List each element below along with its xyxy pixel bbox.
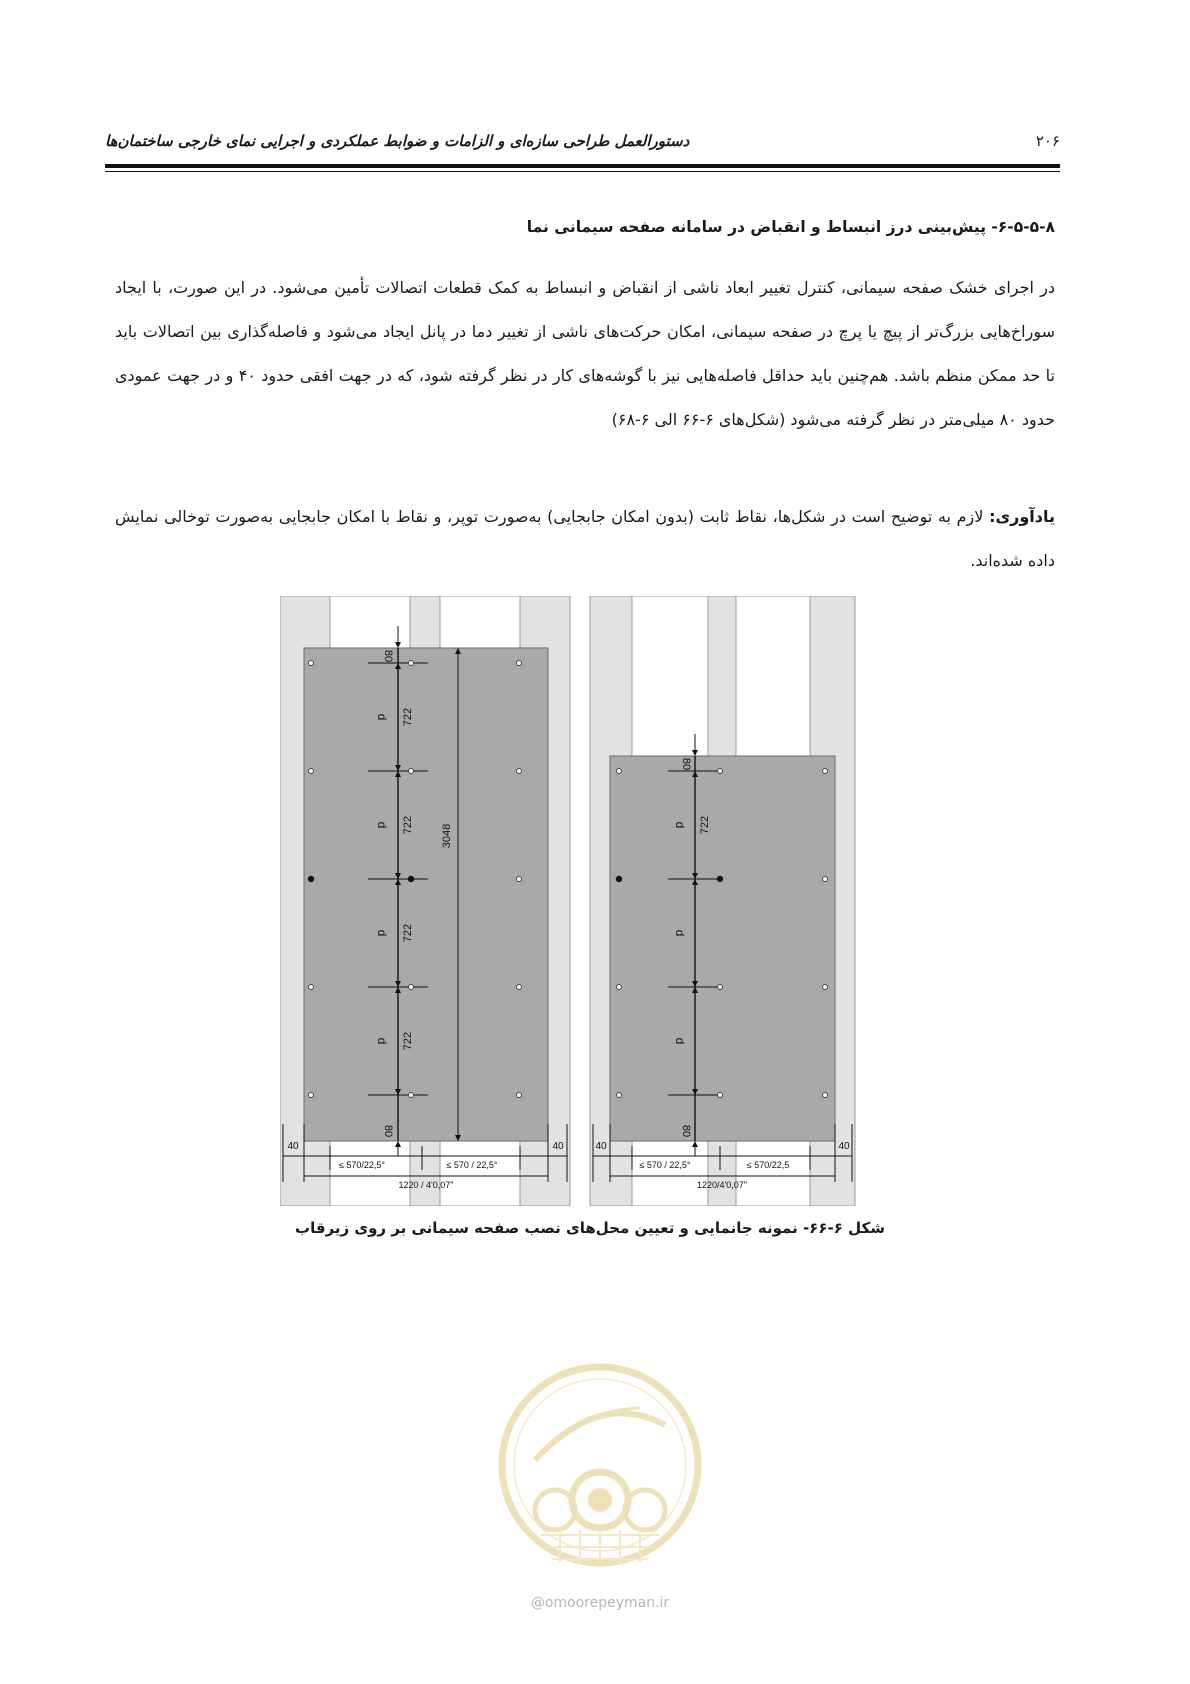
- paragraph-text: در اجرای خشک صفحه سیمانی، کنترل تغییر ابعاد ناشی از انقباض و انبساط به کمک قطعات اتصالات تأمین می‌شود. در این صورت، با ایجاد سوراخ‌هایی بزرگ‌تر از پیچ یا پرچ در صفحه سیمانی، امکان حرکت‌های ناشی از تغییر دما در پانل ایجاد می‌شود و فاصله‌گذاری بین اتصالات باید تا حد ممکن منظم باشد. هم‌چنین باید حداقل فاصله‌هایی نیز با گوشه‌های کار در نظر گرفته شود، که در جهت افقی حدود ۴۰ و در جهت عمودی حدود ۸۰ میلی‌متر در نظر گرفته می‌شود (شکل‌های ۶-۶۶ الی ۶-۶۸): [115, 278, 1056, 429]
- right-label-spacing: 722: [699, 815, 711, 835]
- left-label-spacing-4: 722: [402, 1031, 414, 1051]
- left-label-height: 3048: [441, 823, 453, 849]
- left-label-d-2: d: [375, 821, 389, 829]
- right-label-width: 1220/4'0,07": [697, 1180, 747, 1190]
- left-label-d-1: d: [375, 713, 389, 721]
- page-header: [105, 128, 1060, 168]
- left-label-half-left: ≤ 570/22,5°: [338, 1160, 386, 1170]
- left-label-width: 1220 / 4'0,07": [398, 1180, 454, 1190]
- figure-panel-layout: [280, 596, 900, 1206]
- panel-layout-drawing: [280, 596, 900, 1206]
- header-rule-thin: [105, 171, 1060, 172]
- header-rule-thick: [105, 164, 1060, 168]
- right-label-half-left: ≤ 570 / 22,5°: [639, 1160, 691, 1170]
- page-number: ۲۰۶: [1035, 132, 1060, 150]
- right-cement-panel: [610, 756, 835, 1141]
- left-label-spacing-3: 722: [402, 923, 414, 943]
- right-label-edge-bottom: 80: [680, 1124, 692, 1138]
- right-label-margin-left: 40: [595, 1141, 607, 1152]
- left-label-margin-left: 40: [287, 1141, 299, 1152]
- left-label-spacing-2: 722: [402, 815, 414, 835]
- running-title: دستورالعمل طراحی سازه‌ای و الزامات و ضوابط عملکردی و اجرایی نمای خارجی ساختمان‌ها: [105, 132, 690, 150]
- right-drawing: [590, 596, 855, 1206]
- note-text: لازم به توضیح است در شکل‌ها، نقاط ثابت (بدون امکان جابجایی) به‌صورت توپر، و نقاط با امکان جابجایی به‌صورت توخالی نمایش داده شده‌اند.: [115, 507, 1055, 570]
- note-paragraph: [115, 495, 1055, 583]
- right-label-d-1: d: [673, 821, 687, 829]
- left-label-edge-top: 80: [382, 649, 394, 663]
- right-label-margin-right: 40: [838, 1141, 850, 1152]
- left-label-spacing-1: 722: [402, 707, 414, 727]
- note-text-block: [115, 495, 1055, 583]
- section-heading: ۶-۵-۵-۸- پیش‌بینی درز انبساط و انقباض در سامانه صفحه سیمانی نما: [526, 218, 1055, 236]
- right-label-d-2: d: [673, 929, 687, 937]
- watermark-emblem: [490, 1350, 710, 1600]
- right-label-d-3: d: [673, 1037, 687, 1045]
- right-label-half-right: ≤ 570/22,5: [746, 1160, 790, 1170]
- left-drawing: [280, 596, 570, 1206]
- left-label-d-3: d: [375, 929, 389, 937]
- left-label-d-4: d: [375, 1037, 389, 1045]
- left-label-margin-right: 40: [552, 1141, 564, 1152]
- left-label-edge-bottom: 80: [382, 1124, 394, 1138]
- watermark-url: @omoorepeyman.ir: [530, 1595, 670, 1611]
- left-cement-panel: [304, 648, 548, 1141]
- left-label-half-right: ≤ 570 / 22,5°: [446, 1160, 498, 1170]
- note-label: یادآوری:: [989, 507, 1055, 526]
- watermark-logo: [490, 1350, 710, 1620]
- body-paragraph: [115, 266, 1055, 442]
- right-label-edge-top: 80: [680, 757, 692, 771]
- figure-caption: شکل ۶-۶۶- نمونه جانمایی و تعیین محل‌های نصب صفحه سیمانی بر روی زیرقاب: [295, 1219, 885, 1237]
